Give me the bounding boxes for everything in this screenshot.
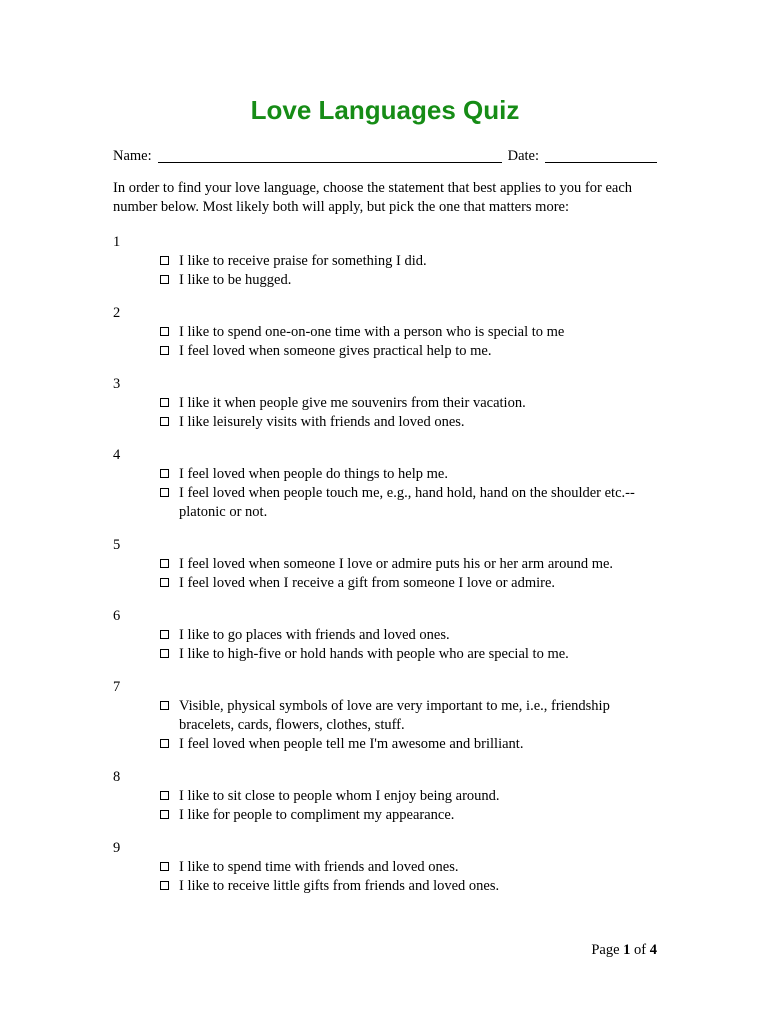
quiz-option — [160, 323, 657, 342]
quiz-option — [160, 787, 657, 806]
option-text: I feel loved when people touch me, e.g., hand hold, hand on the shoulder etc.-- platonic or not. — [179, 485, 635, 520]
option-text: I feel loved when I receive a gift from someone I love or admire. — [179, 575, 556, 591]
option-text: I like to high-five or hold hands with people who are special to me. — [179, 646, 569, 662]
question-block — [113, 233, 657, 290]
option-text: I like to sit close to people whom I enjoy being around. — [179, 788, 500, 804]
question-number: 9 — [113, 840, 121, 856]
quiz-option — [160, 484, 657, 522]
checkbox-icon[interactable] — [160, 559, 169, 568]
checkbox-icon[interactable] — [160, 862, 169, 871]
question-number: 4 — [113, 447, 121, 463]
option-text: I feel loved when people tell me I'm awesome and brilliant. — [179, 736, 524, 752]
option-text: I like for people to compliment my appearance. — [179, 807, 455, 823]
checkbox-icon[interactable] — [160, 275, 169, 284]
option-text: I like to be hugged. — [179, 272, 292, 288]
checkbox-icon[interactable] — [160, 630, 169, 639]
question-options — [113, 394, 657, 432]
page-title: Love Languages Quiz — [250, 95, 520, 125]
footer-page-word: Page — [591, 942, 620, 958]
date-field-line[interactable] — [545, 162, 657, 163]
questions-list — [113, 233, 657, 896]
question-block — [113, 607, 657, 664]
quiz-option — [160, 394, 657, 413]
option-text: I like it when people give me souvenirs from their vacation. — [179, 395, 526, 411]
quiz-option — [160, 342, 657, 361]
question-options — [113, 787, 657, 825]
checkbox-icon[interactable] — [160, 327, 169, 336]
footer-of-word: of — [634, 942, 647, 958]
quiz-option — [160, 735, 657, 754]
question-options — [113, 465, 657, 522]
intro-text: In order to find your love language, choose the statement that best applies to you for each number below. Most likely both will apply, but pick the one that matters more: — [113, 180, 633, 215]
question-number: 8 — [113, 769, 121, 785]
quiz-option — [160, 626, 657, 645]
quiz-option — [160, 877, 657, 896]
question-number: 2 — [113, 305, 121, 321]
page-footer — [591, 941, 657, 960]
question-block — [113, 768, 657, 825]
option-text: I like to go places with friends and loved ones. — [179, 627, 450, 643]
option-text: I feel loved when someone gives practical help to me. — [179, 343, 492, 359]
option-text: I like to spend time with friends and loved ones. — [179, 859, 459, 875]
name-field-line[interactable] — [158, 162, 502, 163]
quiz-option — [160, 645, 657, 664]
checkbox-icon[interactable] — [160, 469, 169, 478]
checkbox-icon[interactable] — [160, 417, 169, 426]
checkbox-icon[interactable] — [160, 578, 169, 587]
checkbox-icon[interactable] — [160, 398, 169, 407]
footer-page-number: 1 — [623, 942, 631, 958]
question-block — [113, 304, 657, 361]
question-options — [113, 252, 657, 290]
question-number: 7 — [113, 679, 121, 695]
question-options — [113, 323, 657, 361]
date-label: Date: — [507, 148, 539, 164]
option-text: I like to receive praise for something I did. — [179, 253, 427, 269]
question-options — [113, 697, 657, 754]
option-text: I like to receive little gifts from friends and loved ones. — [179, 878, 500, 894]
quiz-option — [160, 413, 657, 432]
question-block — [113, 678, 657, 754]
question-block — [113, 446, 657, 522]
quiz-option — [160, 465, 657, 484]
quiz-option — [160, 271, 657, 290]
option-text: I like leisurely visits with friends and loved ones. — [179, 414, 465, 430]
quiz-option — [160, 697, 657, 735]
question-options — [113, 555, 657, 593]
quiz-option — [160, 858, 657, 877]
question-block — [113, 839, 657, 896]
checkbox-icon[interactable] — [160, 649, 169, 658]
name-date-row — [113, 147, 657, 166]
option-text: I like to spend one-on-one time with a person who is special to me — [179, 324, 565, 340]
checkbox-icon[interactable] — [160, 488, 169, 497]
question-block — [113, 536, 657, 593]
quiz-option — [160, 555, 657, 574]
checkbox-icon[interactable] — [160, 256, 169, 265]
quiz-option — [160, 806, 657, 825]
question-number: 5 — [113, 537, 121, 553]
quiz-option — [160, 252, 657, 271]
option-text: I feel loved when someone I love or admire puts his or her arm around me. — [179, 556, 614, 572]
checkbox-icon[interactable] — [160, 701, 169, 710]
checkbox-icon[interactable] — [160, 810, 169, 819]
quiz-option — [160, 574, 657, 593]
checkbox-icon[interactable] — [160, 881, 169, 890]
option-text: Visible, physical symbols of love are very important to me, i.e., friendship bracelets, cards, flowers, clothes, stuff. — [179, 698, 610, 733]
question-options — [113, 626, 657, 664]
question-block — [113, 375, 657, 432]
checkbox-icon[interactable] — [160, 346, 169, 355]
question-number: 3 — [113, 376, 121, 392]
checkbox-icon[interactable] — [160, 791, 169, 800]
question-options — [113, 858, 657, 896]
question-number: 6 — [113, 608, 121, 624]
question-number: 1 — [113, 234, 121, 250]
option-text: I feel loved when people do things to help me. — [179, 466, 448, 482]
checkbox-icon[interactable] — [160, 739, 169, 748]
footer-total-pages: 4 — [649, 942, 657, 958]
name-label: Name: — [113, 148, 152, 164]
